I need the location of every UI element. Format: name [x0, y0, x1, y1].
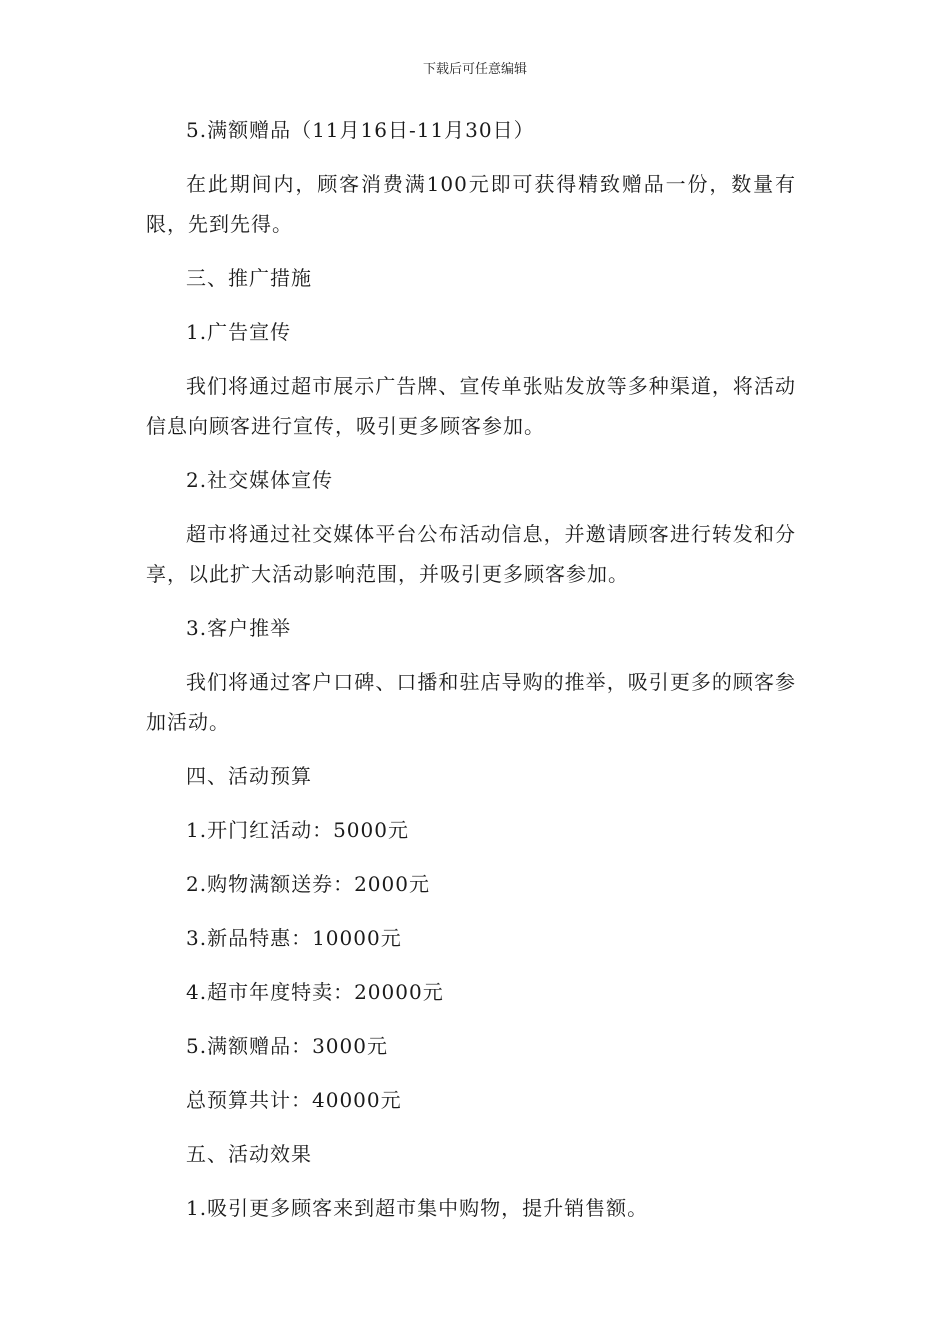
paragraph: 我们将通过客户口碑、口播和驻店导购的推举，吸引更多的顾客参加活动。 [146, 670, 796, 734]
section-heading-budget: 四、活动预算 [186, 764, 312, 788]
effect-item: 1.吸引更多顾客来到超市集中购物，提升销售额。 [186, 1196, 649, 1220]
paragraph: 我们将通过超市展示广告牌、宣传单张贴发放等多种渠道，将活动信息向顾客进行宣传，吸引更多顾客参加。 [146, 374, 796, 438]
paragraph: 在此期间内，顾客消费满100元即可获得精致赠品一份，数量有限，先到先得。 [146, 172, 796, 236]
paragraph: 超市将通过社交媒体平台公布活动信息，并邀请顾客进行转发和分享，以此扩大活动影响范围，并吸引更多顾客参加。 [146, 522, 796, 586]
budget-item: 5.满额赠品：3000元 [186, 1034, 388, 1058]
budget-item: 1.开门红活动：5000元 [186, 818, 409, 842]
budget-item: 2.购物满额送券：2000元 [186, 872, 430, 896]
section-heading-effects: 五、活动效果 [186, 1142, 312, 1166]
section-heading-promotion: 三、推广措施 [186, 266, 312, 290]
document-body [146, 110, 796, 1242]
subheading-referral: 3.客户推举 [186, 616, 292, 640]
budget-item: 4.超市年度特卖：20000元 [186, 980, 444, 1004]
page-header: 下载后可任意编辑 [422, 62, 527, 77]
section-item-gift-promo: 5.满额赠品（11月16日-11月30日） [186, 118, 535, 142]
subheading-advertising: 1.广告宣传 [186, 320, 292, 344]
budget-total: 总预算共计：40000元 [186, 1088, 402, 1112]
subheading-social-media: 2.社交媒体宣传 [186, 468, 334, 492]
budget-item: 3.新品特惠：10000元 [186, 926, 402, 950]
